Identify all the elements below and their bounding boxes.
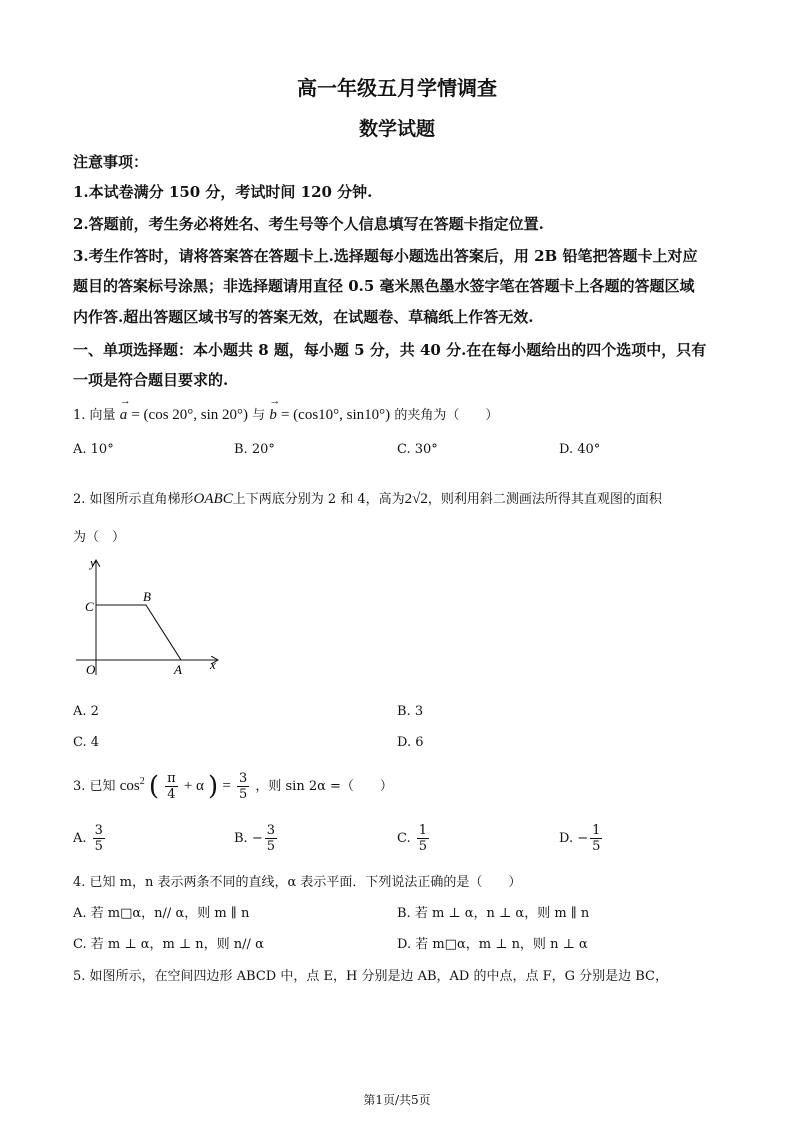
trapezoid-figure [70,553,230,678]
q2-text-a: 2. 如图所示直角梯形 [73,492,194,507]
q2-text-c: 上下两底分别为 2 和 4，高为 [232,492,405,507]
point-b-label: B [143,589,151,604]
q2-option-b: B. 3 [397,704,424,719]
vector-a-value: = (cos 20°, sin 20°) [131,407,249,423]
q1-option-c: C. 30° [397,442,438,457]
q1-prefix: 1. 向量 [73,408,116,423]
x-axis-label: x [210,657,216,672]
q1-option-a: A. 10° [73,442,114,457]
trapezoid-name: OABC [193,491,233,507]
notice-item-3-end: 内作答.超出答题区域书写的答案无效，在试题卷、草稿纸上作答无效. [73,308,534,326]
q4-option-b: B. 若 m ⊥ α，n ⊥ α，则 m ∥ n [397,906,590,921]
section-1-heading-cont: 一项是符合题目要求的. [73,371,229,389]
pi-over-4: $\frac{\pi}{4}$ [167,771,176,802]
question-3-stem: 3. 已知 $\cos^2$ ( $\frac{\pi}{4}$ + α ) = $\frac{3}{5}$ ，则 sin 2α =（ ） [73,771,393,802]
question-2-stem [73,488,662,508]
q3-option-c: C. $\frac{1}{5}$ [397,823,428,854]
question-5-stem: 5. 如图所示，在空间四边形 ABCD 中，点 E，H 分别是边 AB，AD 的中点，点 F，G 分别是边 BC， [73,969,669,984]
q3-suffix: ，则 sin 2α =（ ） [255,779,393,794]
equals-sign: = [222,778,231,794]
notice-heading: 注意事项： [73,153,149,171]
point-a-label: A [174,662,182,677]
q3-option-d: D. − $\frac{1}{5}$ [559,823,601,854]
trapezoid-edges [96,605,181,660]
q3-option-b: B. − $\frac{3}{5}$ [234,823,276,854]
cos-squared: $\cos^2$ [119,776,145,794]
page-footer: 第1页/共5页 [363,1093,431,1107]
notice-item-2: 2.答题前，考生务必将姓名、考生号等个人信息填写在答题卡指定位置. [73,215,544,233]
q4-option-a: A. 若 m□α，n// α，则 m ∥ n [73,906,250,921]
vector-b-value: = (cos10°, sin10°) [280,407,391,423]
q4-option-d: D. 若 m□α，m ⊥ n，则 n ⊥ α [397,937,588,952]
q4-option-c: C. 若 m ⊥ α，m ⊥ n，则 n// α [73,937,264,952]
q2-text-e: ，则利用斜二测画法所得其直观图的面积 [427,492,662,507]
q2-option-d: D. 6 [397,735,424,750]
notice-item-3-cont: 题目的答案标号涂黑；非选择题请用直径 0.5 毫米黑色墨水签字笔在答题卡上各题的答题区域 [73,277,695,295]
q1-mid: 与 [252,408,266,423]
vector-b: → b [269,395,281,423]
q3-prefix: 3. 已知 [73,779,116,794]
three-fifths: $\frac{3}{5}$ [238,771,248,802]
notice-item-3: 3.考生作答时，请将答案答在答题卡上.选择题每小题选出答案后，用 2B 铅笔把答题卡上对应 [73,247,698,265]
trapezoid-height: 2√2 [404,491,428,507]
q1-suffix: 的夹角为（ ） [394,408,499,423]
notice-item-1: 1.本试卷满分 150 分，考试时间 120 分钟. [73,183,373,201]
question-1-stem [73,395,499,424]
exam-title: 高一年级五月学情调查 [297,76,497,100]
q2-option-c: C. 4 [73,735,100,750]
section-1-heading: 一、单项选择题：本小题共 8 题，每小题 5 分，共 40 分.在在每小题给出的四个选项中，只有 [73,341,707,359]
exam-subtitle: 数学试题 [358,118,435,140]
plus-alpha: + α [183,778,204,794]
question-2-stem-cont: 为（ ） [73,530,126,545]
q2-option-a: A. 2 [73,704,99,719]
q1-option-b: B. 20° [234,442,275,457]
y-axis-label: y [90,555,96,570]
q3-option-a: A. $\frac{3}{5}$ [73,823,103,854]
point-c-label: C [85,599,94,614]
point-o-label: O [86,662,96,677]
q1-option-d: D. 40° [559,442,601,457]
vector-a: → a [119,395,131,423]
question-4-stem: 4. 已知 m，n 表示两条不同的直线，α 表示平面．下列说法正确的是（ ） [73,875,522,890]
